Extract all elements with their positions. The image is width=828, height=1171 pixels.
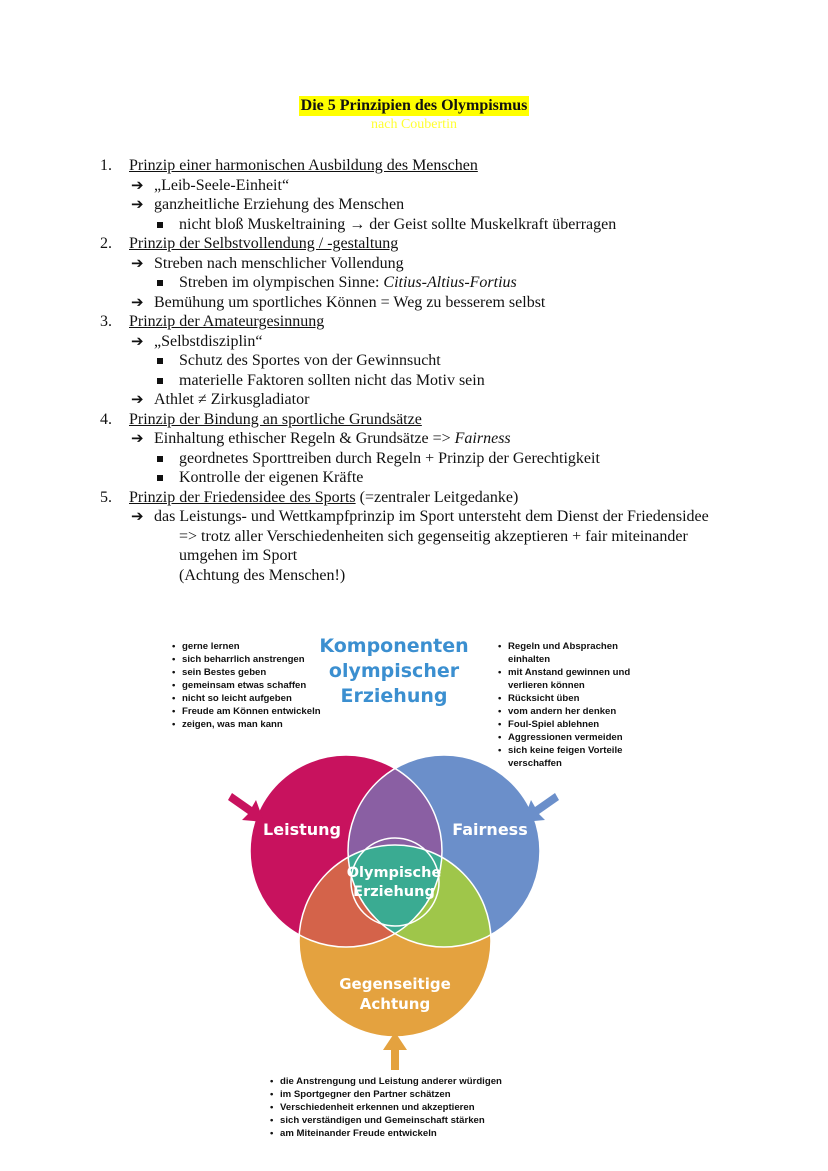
arrow-point bbox=[100, 332, 800, 352]
principle-number: 2. bbox=[100, 235, 112, 252]
arrow-point bbox=[100, 390, 800, 410]
point-text: umgehen im Sport bbox=[179, 547, 298, 564]
point-text: materielle Faktoren sollten nicht das Motiv sein bbox=[179, 371, 485, 389]
fairness-list-item: • Foul-Spiel ablehnen bbox=[498, 718, 648, 731]
diagram-heading-line: Erziehung bbox=[340, 685, 448, 707]
principle-heading bbox=[100, 410, 800, 430]
point-text: => trotz aller Verschiedenheiten sich gegenseitig akzeptieren + fair miteinander bbox=[179, 527, 688, 545]
continuation-line bbox=[100, 546, 800, 566]
square-bullet-icon bbox=[157, 222, 163, 228]
fairness-list-item: • Rücksicht üben bbox=[498, 692, 648, 705]
page-subtitle: nach Coubertin bbox=[371, 117, 457, 132]
arrow-point bbox=[100, 507, 800, 527]
square-bullet-icon bbox=[157, 280, 163, 286]
point-text: Streben nach menschlicher Vollendung bbox=[154, 254, 404, 272]
arrow-right-icon: ➔ bbox=[131, 331, 144, 350]
leistung-list-item: • sein Bestes geben bbox=[172, 666, 322, 679]
fairness-list-item: • Aggressionen vermeiden bbox=[498, 731, 648, 744]
arrow-left-icon bbox=[228, 793, 264, 822]
principle-heading bbox=[100, 488, 800, 508]
fairness-list-item: • sich keine feigen Vorteile verschaffen bbox=[498, 744, 648, 770]
point-text: nicht bloß Muskeltraining → der Geist sollte Muskelkraft überragen bbox=[179, 215, 617, 233]
square-bullet-icon bbox=[157, 358, 163, 364]
arrow-point bbox=[100, 254, 800, 274]
arrow-right-icon: ➔ bbox=[131, 292, 144, 311]
achtung-list-item: • am Miteinander Freude entwickeln bbox=[270, 1127, 570, 1140]
square-bullet-point bbox=[100, 273, 800, 293]
leistung-list-item: • nicht so leicht aufgeben bbox=[172, 692, 322, 705]
arrow-point bbox=[100, 293, 800, 313]
point-text: Kontrolle der eigenen Kräfte bbox=[179, 469, 364, 486]
square-bullet-icon bbox=[157, 456, 163, 462]
square-bullet-point bbox=[100, 215, 800, 235]
principle-number: 3. bbox=[100, 313, 112, 330]
principle-heading bbox=[100, 156, 800, 176]
point-text: Bemühung um sportliches Können = Weg zu besserem selbst bbox=[154, 293, 546, 311]
fairness-list-item: • vom andern her denken bbox=[498, 705, 648, 718]
square-bullet-icon bbox=[157, 378, 163, 384]
leistung-list bbox=[172, 640, 322, 731]
arrow-point bbox=[100, 195, 800, 215]
venn-diagram bbox=[160, 628, 660, 1148]
principle-heading bbox=[100, 234, 800, 254]
point-text: „Selbstdisziplin“ bbox=[154, 332, 263, 350]
arrow-right-icon: ➔ bbox=[131, 253, 144, 272]
fairness-list bbox=[498, 640, 648, 770]
point-text: geordnetes Sporttreiben durch Regeln + Prinzip der Gerechtigkeit bbox=[179, 449, 600, 467]
principles-outline bbox=[100, 156, 800, 585]
leistung-label: Leistung bbox=[263, 820, 341, 839]
principle-title: Prinzip der Bindung an sportliche Grundsätze bbox=[129, 410, 422, 428]
arrow-right-icon: ➔ bbox=[131, 195, 144, 213]
principle-number: 5. bbox=[100, 488, 112, 506]
square-bullet-icon bbox=[157, 475, 163, 481]
diagram-heading-line: olympischer bbox=[328, 660, 460, 682]
page-title: Die 5 Prinzipien des Olympismus bbox=[300, 97, 528, 114]
leistung-list-item: • sich beharrlich anstrengen bbox=[172, 653, 322, 666]
square-bullet-point bbox=[100, 449, 800, 469]
principle-title: Prinzip der Amateurgesinnung bbox=[129, 313, 325, 330]
arrow-point bbox=[100, 429, 800, 449]
achtung-label-line: Achtung bbox=[359, 995, 431, 1013]
point-text: (Achtung des Menschen!) bbox=[179, 566, 346, 584]
arrow-right-icon: ➔ bbox=[131, 175, 144, 194]
square-bullet-point bbox=[100, 468, 800, 488]
achtung-list-item: • Verschiedenheit erkennen und akzeptieren bbox=[270, 1101, 570, 1114]
point-text: Streben im olympischen Sinne: bbox=[179, 274, 384, 291]
principle-heading bbox=[100, 312, 800, 332]
fairness-list-item: • mit Anstand gewinnen und verlieren können bbox=[498, 666, 648, 692]
principle-number: 4. bbox=[100, 410, 112, 428]
point-text: Schutz des Sportes von der Gewinnsucht bbox=[179, 352, 441, 369]
arrow-right-icon: ➔ bbox=[131, 390, 144, 408]
diagram-heading bbox=[310, 634, 478, 709]
square-bullet-point bbox=[100, 371, 800, 391]
principle-title: Prinzip einer harmonischen Ausbildung des Menschen bbox=[129, 157, 478, 174]
center-label bbox=[330, 864, 458, 902]
leistung-list-item: • Freude am Können entwickeln bbox=[172, 705, 322, 718]
leistung-list-item: • zeigen, was man kann bbox=[172, 718, 322, 731]
square-bullet-point bbox=[100, 351, 800, 371]
leistung-list-item: • gemeinsam etwas schaffen bbox=[172, 679, 322, 692]
point-emphasis: Citius-Altius-Fortius bbox=[383, 274, 517, 291]
arrow-right-icon: ➔ bbox=[131, 429, 144, 447]
arrow-right-icon: ➔ bbox=[131, 507, 144, 525]
fairness-list-item: • Regeln und Absprachen einhalten bbox=[498, 640, 648, 666]
principle-note: (=zentraler Leitgedanke) bbox=[355, 488, 519, 506]
arrow-point bbox=[100, 176, 800, 196]
continuation-line bbox=[100, 527, 800, 547]
point-emphasis: Fairness bbox=[454, 430, 511, 447]
point-text: das Leistungs- und Wettkampfprinzip im Sport untersteht dem Dienst der Friedensidee bbox=[154, 508, 709, 525]
arrow-up-icon bbox=[383, 1032, 407, 1070]
diagram-heading-line: Komponenten bbox=[319, 635, 469, 657]
principle-title: Prinzip der Selbstvollendung / -gestaltung bbox=[129, 235, 399, 252]
fairness-label: Fairness bbox=[452, 820, 528, 839]
point-text: ganzheitliche Erziehung des Menschen bbox=[154, 196, 405, 213]
achtung-list-item: • sich verständigen und Gemeinschaft stärken bbox=[270, 1114, 570, 1127]
point-text: Athlet ≠ Zirkusgladiator bbox=[154, 391, 310, 408]
achtung-label-line: Gegenseitige bbox=[339, 975, 451, 993]
title-block bbox=[0, 96, 828, 134]
center-label-line: Olympische bbox=[346, 865, 442, 881]
principle-title: Prinzip der Friedensidee des Sports bbox=[129, 488, 356, 506]
achtung-label bbox=[320, 974, 470, 1014]
achtung-list-item: • im Sportgegner den Partner schätzen bbox=[270, 1088, 570, 1101]
center-label-line: Erziehung bbox=[353, 884, 435, 900]
achtung-list bbox=[270, 1075, 570, 1140]
arrow-right-icon bbox=[523, 793, 559, 822]
achtung-list-item: • die Anstrengung und Leistung anderer würdigen bbox=[270, 1075, 570, 1088]
leistung-list-item: • gerne lernen bbox=[172, 640, 322, 653]
point-text: „Leib-Seele-Einheit“ bbox=[154, 176, 290, 194]
principle-number: 1. bbox=[100, 157, 112, 174]
continuation-line bbox=[100, 566, 800, 586]
point-text: Einhaltung ethischer Regeln & Grundsätze => bbox=[154, 430, 455, 447]
